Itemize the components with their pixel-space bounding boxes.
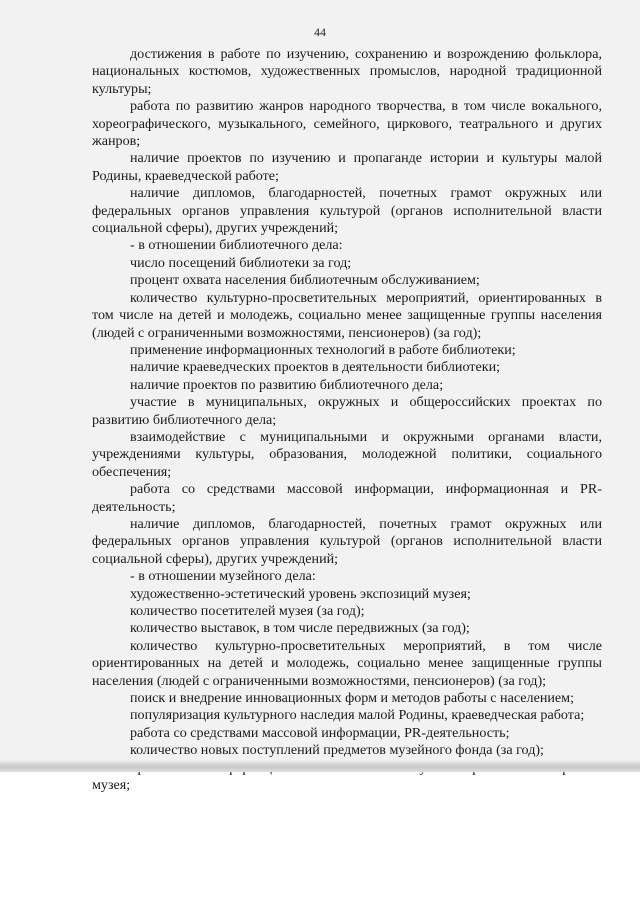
- paragraph: количество культурно-просветительных мероприятий, ориентированных в том числе на детей и молодежь, социально менее защищенные группы населения (людей с ограниченными возможностями, пенсионеров) (за год);: [92, 289, 602, 341]
- paragraph: количество культурно-просветительных мероприятий, в том числе ориентированных на детей и молодежь, социально менее защищенные группы населения (людей с ограниченными возможностями, пенсионеров) (за год);: [92, 637, 602, 689]
- paragraph: количество новых поступлений предметов музейного фонда (за год);: [130, 742, 544, 759]
- paragraph: достижения в работе по изучению, сохранению и возрождению фольклора, национальных костюмов, художественных промыслов, народной традиционной культуры;: [92, 46, 602, 97]
- paragraph: количество посетителей музея (за год);: [130, 603, 365, 619]
- paragraph: наличие проектов по изучению и пропаганде истории и культуры малой Родины, краеведческой работе;: [92, 150, 602, 184]
- paragraph: количество выставок, в том числе передвижных (за год);: [130, 620, 470, 637]
- paragraph: взаимодействие с муниципальными и окружными органами власти, учреждениями культуры, образования, молодежной политики, социального обеспечения;: [92, 428, 602, 480]
- scan-edge-shadow: [0, 760, 640, 772]
- paragraph: число посещений библиотеки за год;: [130, 254, 352, 271]
- paragraph: участие в муниципальных, окружных и общероссийских проектах по развитию библиотечного дела;: [92, 394, 602, 428]
- paragraph: работа со средствами массовой информации, PR-деятельность;: [130, 724, 510, 741]
- paragraph: работа со средствами массовой информации, информационная и PR-деятельность;: [92, 481, 602, 515]
- paragraph: работа по развитию жанров народного творчества, в том числе вокального, хореографического, музыкального, семейного, циркового, театрального и других жанров;: [92, 98, 602, 150]
- page-number: 44: [314, 25, 326, 39]
- paragraph: процент охвата населения библиотечным обслуживанием;: [130, 272, 480, 289]
- paragraph: художественно-эстетический уровень экспозиций музея;: [130, 585, 471, 602]
- paragraph: наличие краеведческих проектов в деятельности библиотеки;: [130, 359, 501, 376]
- paragraph: популяризация культурного наследия малой Родины, краеведческая работа;: [130, 707, 585, 724]
- paragraph: наличие дипломов, благодарностей, почетных грамот окружных или федеральных органов управления культурой (органов исполнительной власти социальной сферы), других учреждений;: [92, 185, 602, 237]
- section-heading-library: - в отношении библиотечного дела:: [130, 237, 343, 254]
- paragraph: наличие дипломов, благодарностей, почетных грамот окружных или федеральных органов управления культурой (органов исполнительной власти социальной сферы), других учреждений;: [92, 515, 602, 567]
- paragraph: применение информационных технологий в работе библиотеки;: [130, 341, 516, 358]
- paragraph: музея;: [92, 777, 131, 794]
- document-body: [92, 46, 602, 794]
- section-heading-museum: - в отношении музейного дела:: [130, 568, 316, 585]
- paragraph: поиск и внедрение инновационных форм и методов работы с населением;: [130, 690, 574, 707]
- paragraph: наличие проектов по развитию библиотечного дела;: [130, 376, 444, 393]
